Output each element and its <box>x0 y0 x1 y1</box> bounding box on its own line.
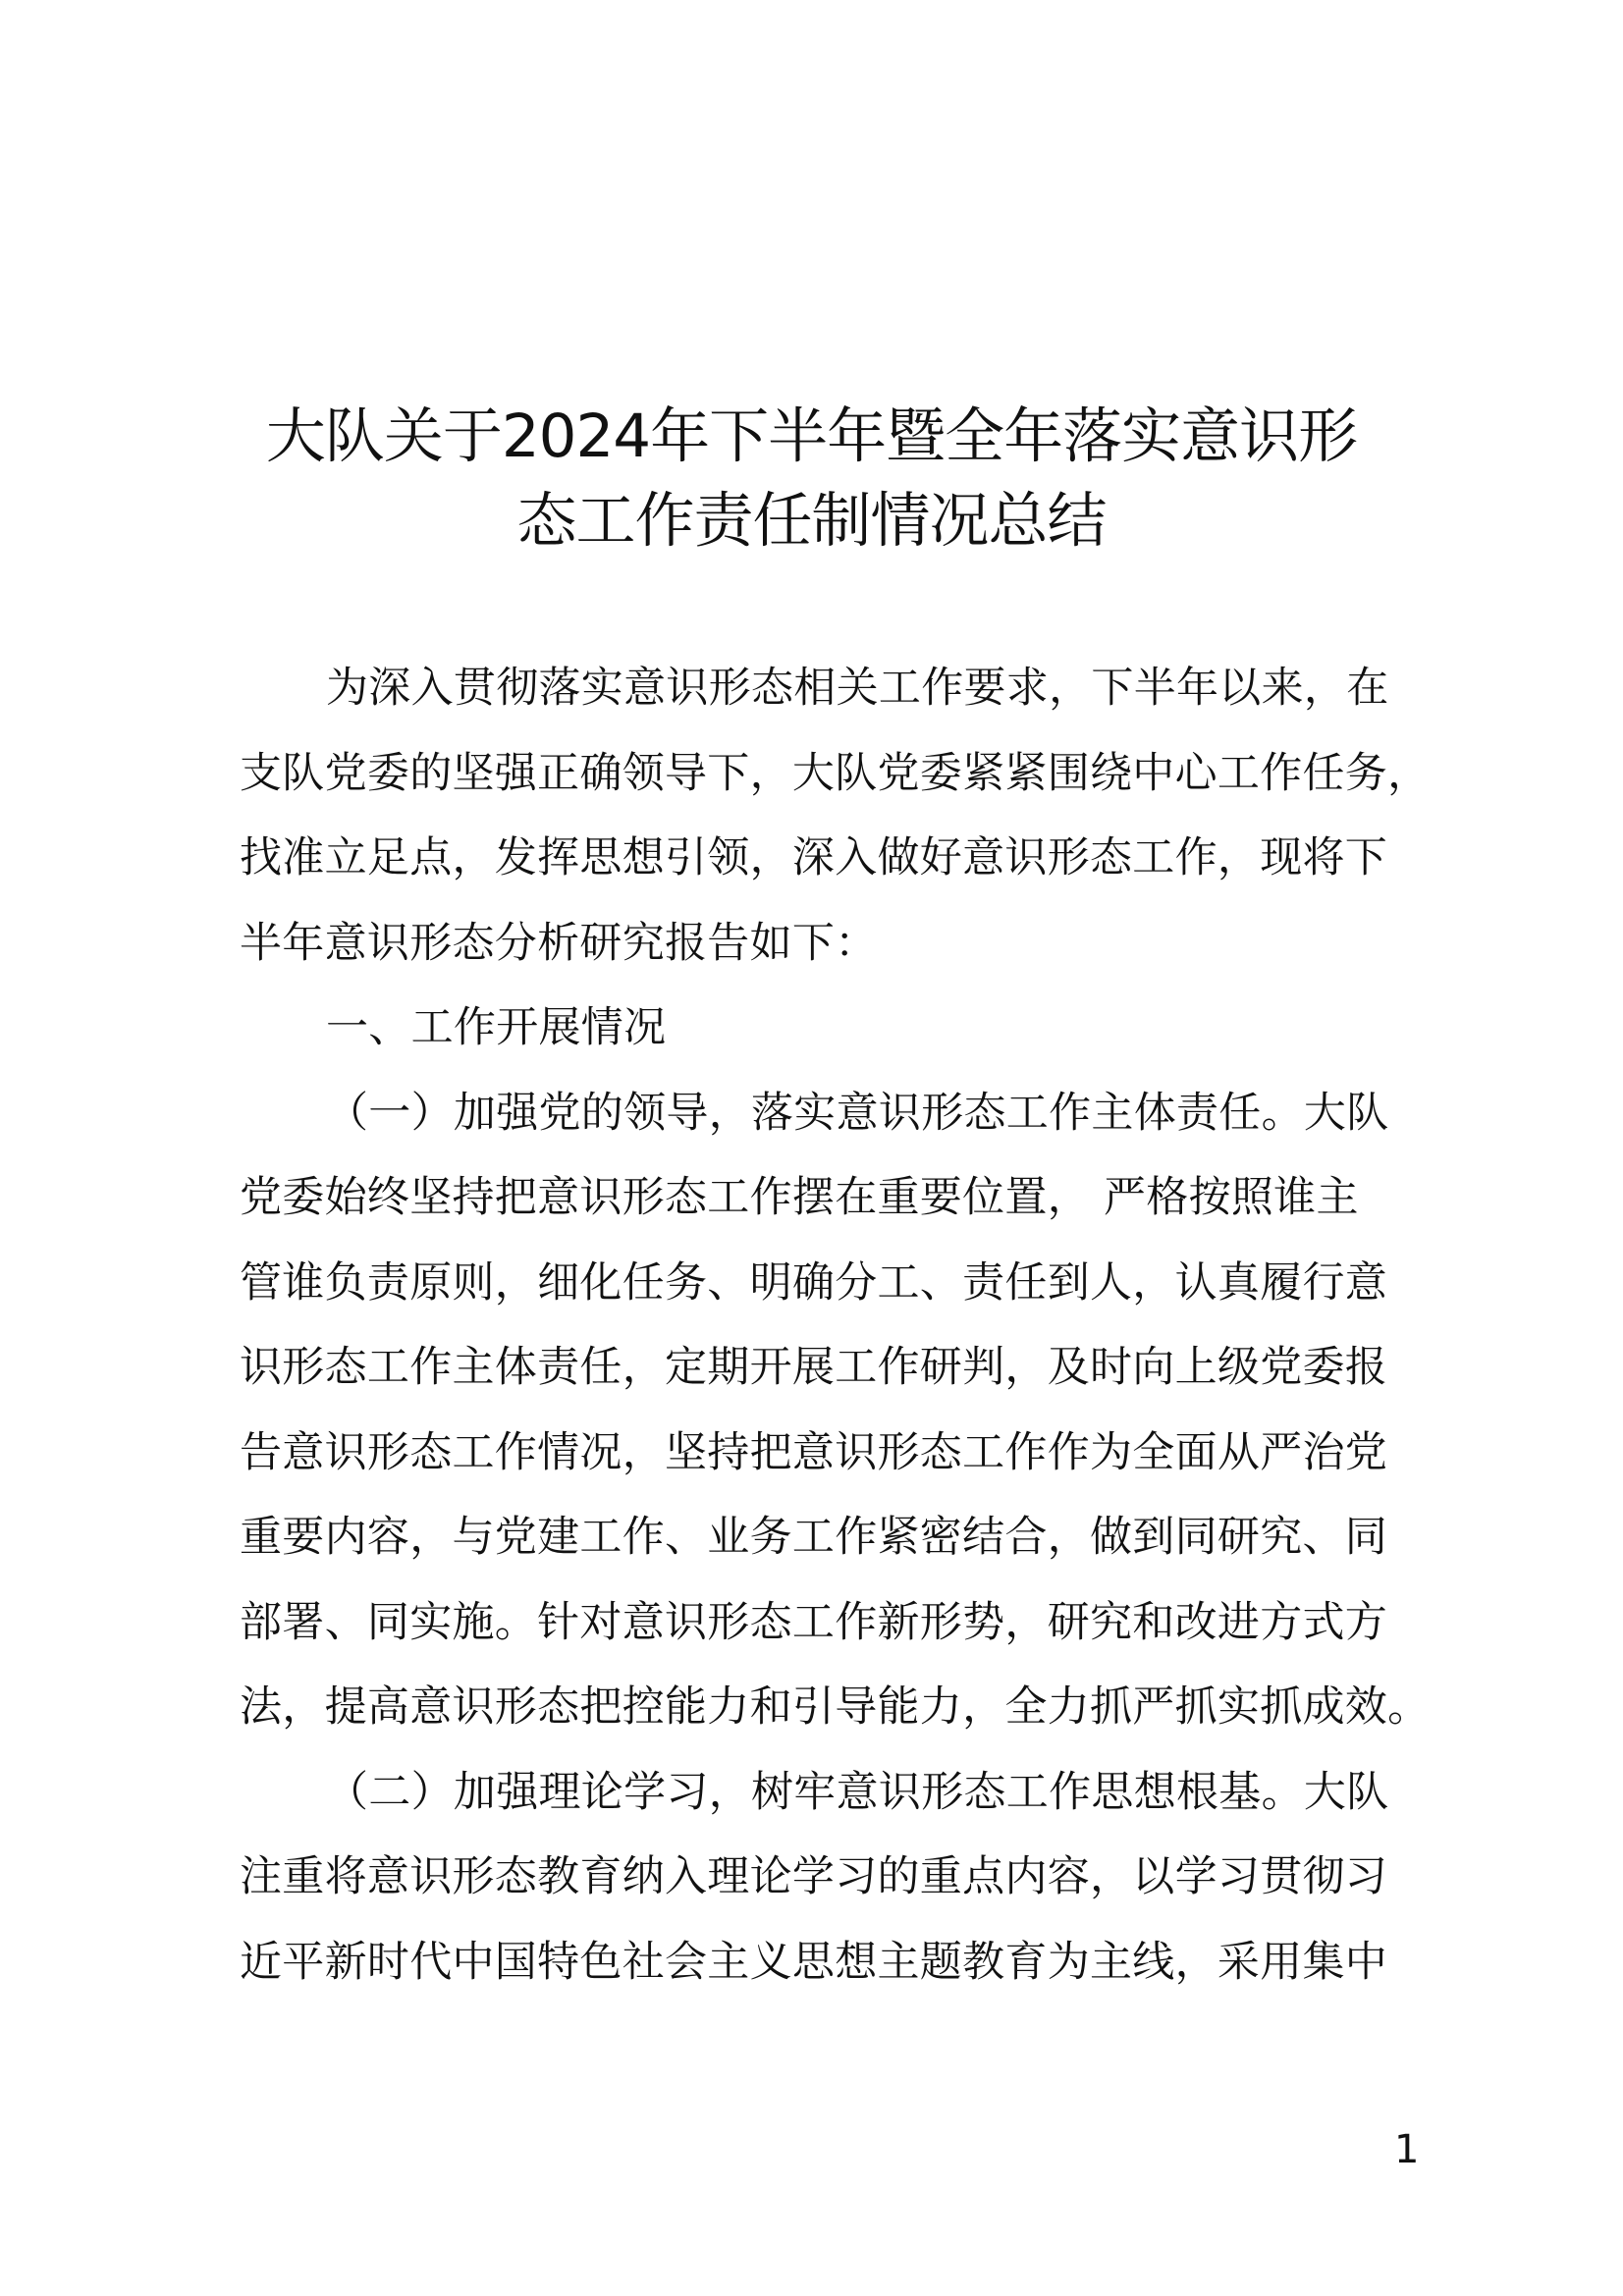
text-line: 法，提高意识形态把控能力和引导能力，全力抓严抓实抓成效。 <box>240 1682 1431 1732</box>
text-line: 找准立足点，发挥思想引领，深入做好意识形态工作，现将下 <box>240 833 1388 882</box>
text-line: 管谁负责原则，细化任务、明确分工、责任到人，认真履行意 <box>240 1257 1388 1308</box>
paragraph-section-1 <box>240 1071 1457 1750</box>
document-title <box>177 395 1446 563</box>
heading-line: 一、工作开展情况 <box>326 1003 667 1052</box>
text-line: 党委始终坚持把意识形态工作摆在重要位置， 严格按照谁主 <box>240 1173 1359 1222</box>
text-line: 近平新时代中国特色社会主义思想主题教育为主线，采用集中 <box>240 1937 1388 1987</box>
section-heading <box>240 986 1457 1071</box>
text-line: 为深入贯彻落实意识形态相关工作要求，下半年以来，在 <box>326 664 1389 713</box>
paragraph-section-2 <box>240 1750 1457 2005</box>
text-line: 支队党委的坚强正确领导下，大队党委紧紧围绕中心工作任务， <box>240 748 1431 798</box>
text-line: 注重将意识形态教育纳入理论学习的重点内容，以学习贯彻习 <box>240 1852 1388 1901</box>
text-line: 半年意识形态分析研究报告如下： <box>240 918 878 968</box>
text-line: （一）加强党的领导，落实意识形态工作主体责任。大队 <box>326 1088 1389 1138</box>
text-line: 重要内容，与党建工作、业务工作紧密结合，做到同研究、同 <box>240 1513 1388 1562</box>
document-body <box>240 646 1457 2004</box>
text-line: 告意识形态工作情况，坚持把意识形态工作作为全面从严治党 <box>240 1427 1388 1477</box>
title-line-2: 态工作责任制情况总结 <box>516 486 1107 556</box>
text-line: 部署、同实施。针对意识形态工作新形势，研究和改进方式方 <box>240 1597 1388 1647</box>
page-number: 1 <box>1394 2127 1420 2172</box>
text-line: （二）加强理论学习，树牢意识形态工作思想根基。大队 <box>326 1767 1389 1817</box>
title-line-1: 大队关于2024年下半年暨全年落实意识形 <box>265 401 1358 471</box>
paragraph-intro <box>240 646 1457 986</box>
text-line: 识形态工作主体责任，定期开展工作研判，及时向上级党委报 <box>240 1343 1388 1392</box>
